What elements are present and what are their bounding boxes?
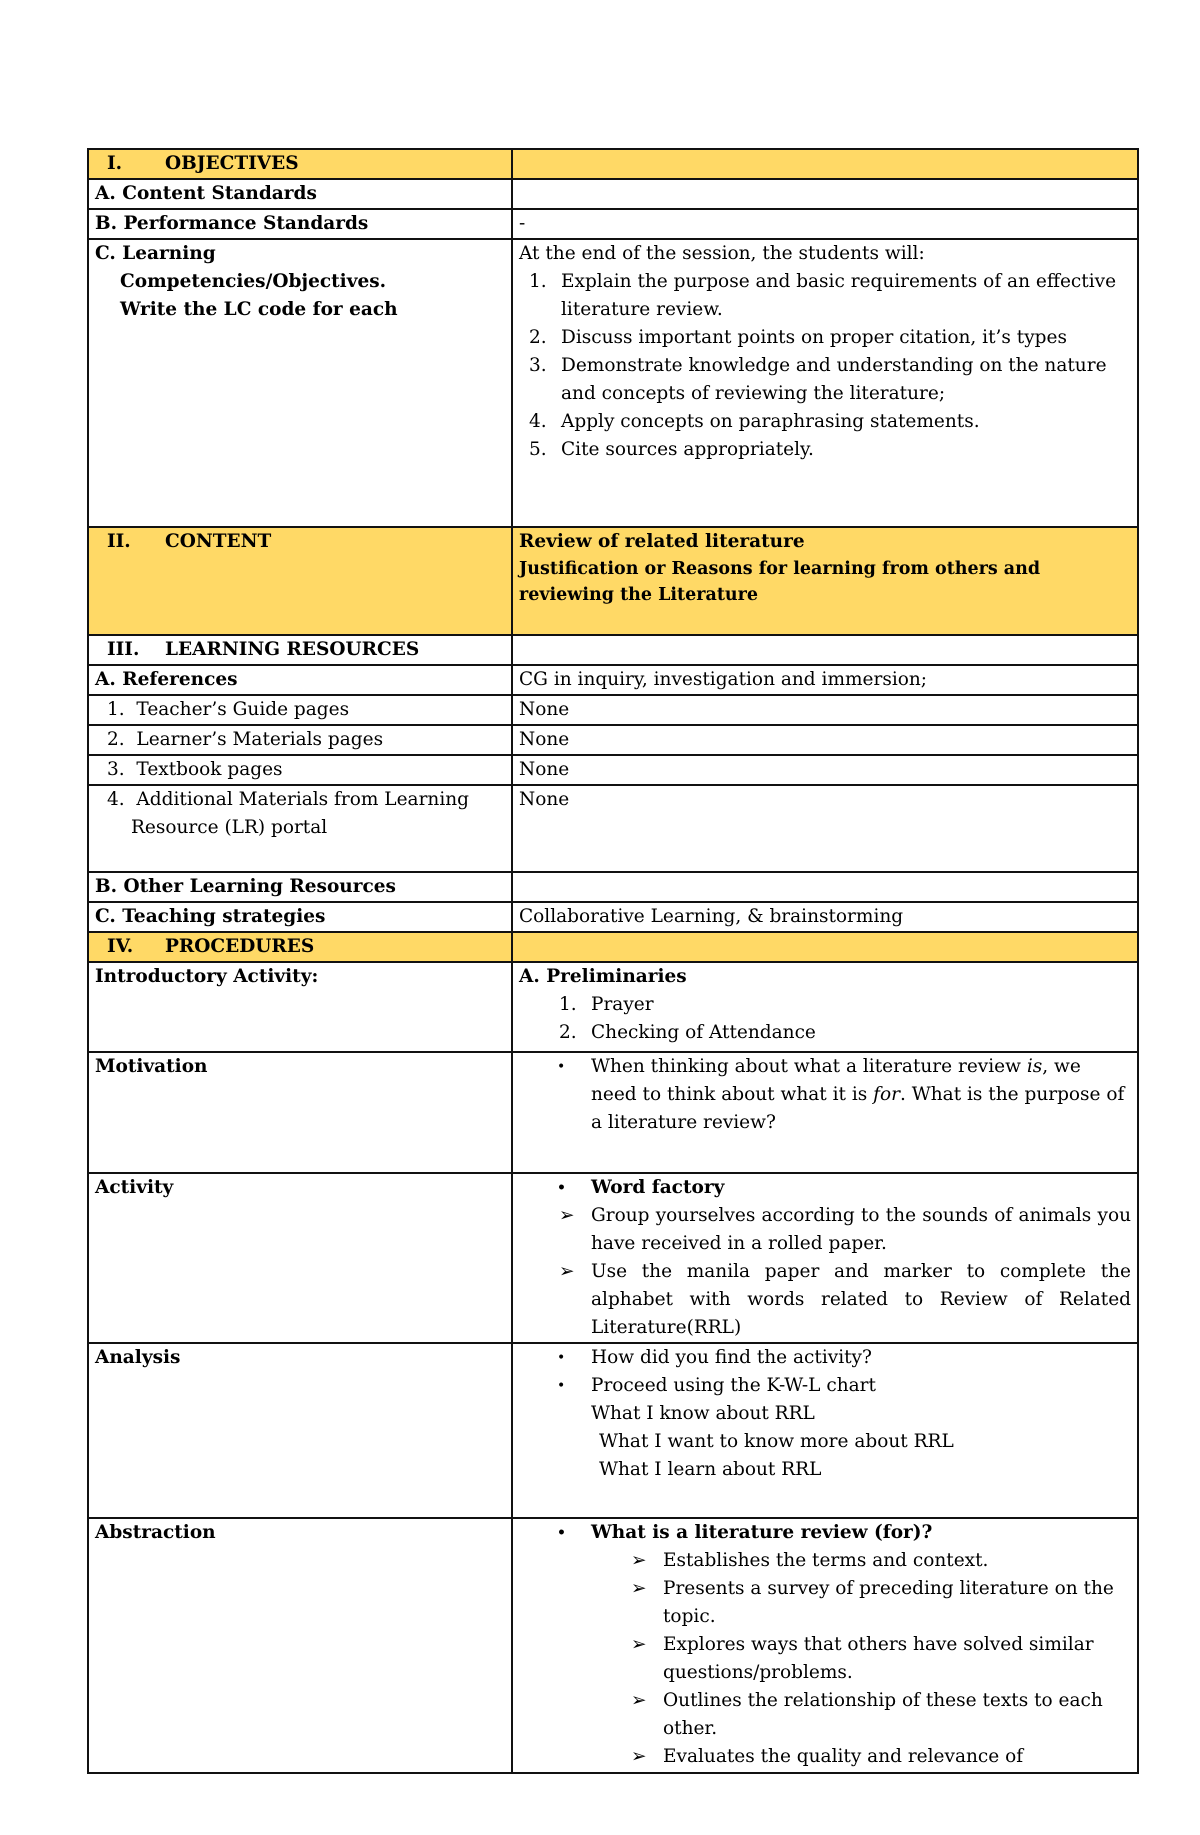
procedures-header-row xyxy=(88,932,1138,962)
arrow-bullet-icon: ➢ xyxy=(631,1578,647,1599)
objectives-header: I. OBJECTIVES xyxy=(88,149,512,179)
objectives-list xyxy=(519,268,1131,464)
section-title: OBJECTIVES xyxy=(165,153,299,174)
other-resources-row: B. Other Learning Resources xyxy=(88,872,1138,902)
content-header: II. CONTENT xyxy=(88,527,512,635)
list-item: 2. Discuss important points on proper citation, it’s types xyxy=(529,327,1067,348)
list-item: ➢ Use the manila paper and marker to complete the alphabet with words related to Review of Related Literature(RRL) xyxy=(519,1258,1131,1342)
list-item: • What is a literature review (for)? xyxy=(519,1519,1131,1547)
performance-standards-row xyxy=(88,209,1138,239)
section-title: LEARNING RESOURCES xyxy=(165,639,420,660)
activity-row: Activity • Word factory ➢ Group yourselves according to the sounds of animals you have received in a rolled paper. ➢ Use the manila paper and marker to complete the alphabet with words related to Review of Related Literature(RRL) xyxy=(88,1173,1138,1343)
list-item: 3. Demonstrate knowledge and understanding on the nature and concepts of reviewing the literature; xyxy=(529,355,1107,404)
list-item: ➢ Outlines the relationship of these texts to each other. xyxy=(519,1687,1131,1743)
motivation-row: Motivation • When thinking about what a literature review is, we need to think about what it is for. What is the purpose of a literature review? xyxy=(88,1052,1138,1173)
list-item: ➢ Group yourselves according to the sounds of animals you have received in a rolled paper. xyxy=(519,1202,1131,1258)
table-row: 2. Learner’s Materials pages None xyxy=(88,725,1138,755)
learning-resources-header: III. LEARNING RESOURCES xyxy=(88,635,512,665)
list-item: 5. Cite sources appropriately. xyxy=(529,439,814,460)
table-row: 4. Additional Materials from Learning Resource (LR) portal None xyxy=(88,785,1138,872)
list-item: ➢ Evaluates the quality and relevance of xyxy=(519,1743,1131,1771)
lesson-plan-table xyxy=(87,148,1139,1774)
objectives-header-row xyxy=(88,149,1138,179)
references-label: A. References xyxy=(88,665,512,695)
bullet-icon: • xyxy=(557,1350,566,1366)
content-value: Review of related literature Justification or Reasons for learning from others and reviewing the Literature xyxy=(512,527,1138,635)
introductory-activity-row: Introductory Activity: A. Preliminaries 1. Prayer 2. Checking of Attendance xyxy=(88,962,1138,1052)
performance-standards-value: - xyxy=(512,209,1138,239)
list-item: ➢ Explores ways that others have solved similar questions/problems. xyxy=(519,1631,1131,1687)
teaching-strategies-row: C. Teaching strategies Collaborative Learning, & brainstorming xyxy=(88,902,1138,932)
content-row xyxy=(88,527,1138,635)
arrow-bullet-icon: ➢ xyxy=(559,1205,575,1226)
content-standards-label: A. Content Standards xyxy=(88,179,512,209)
list-item: • When thinking about what a literature review is, we need to think about what it is for. What is the purpose of a literature review? xyxy=(519,1053,1131,1137)
learning-resources-header-row xyxy=(88,635,1138,665)
list-item: • Word factory xyxy=(519,1174,1131,1202)
arrow-bullet-icon: ➢ xyxy=(559,1261,575,1282)
references-row xyxy=(88,665,1138,695)
section-title: PROCEDURES xyxy=(165,936,315,957)
references-value: CG in inquiry, investigation and immersion; xyxy=(512,665,1138,695)
analysis-row: Analysis • How did you find the activity? • Proceed using the K-W-L chart What I know about RRL What I want to know more about RRL What I learn about RRL xyxy=(88,1343,1138,1518)
learning-competencies-label: C. Learning Competencies/Objectives. Write the LC code for each xyxy=(88,239,512,527)
section-title: CONTENT xyxy=(165,531,272,552)
learning-competencies-value: At the end of the session, the students will: 1. Explain the purpose and basic requirements of an effective literature review. 2. Discuss important points on proper citation, it’s types 3. Demonstrate knowledge and understanding on the nature and concepts of reviewing the literature; 4. Apply concepts on paraphrasing statements. 5. Cite sources appropriately. xyxy=(512,239,1138,527)
table-row: 3. Textbook pages None xyxy=(88,755,1138,785)
list-item: 4. Apply concepts on paraphrasing statements. xyxy=(529,411,980,432)
arrow-bullet-icon: ➢ xyxy=(631,1634,647,1655)
list-item: 1. Prayer xyxy=(559,994,654,1015)
list-item: 1. Explain the purpose and basic requirements of an effective literature review. xyxy=(529,271,1117,320)
performance-standards-label: B. Performance Standards xyxy=(88,209,512,239)
arrow-bullet-icon: ➢ xyxy=(631,1746,647,1767)
bullet-icon: • xyxy=(557,1525,566,1541)
objectives-header-value xyxy=(512,149,1138,179)
learning-competencies-row xyxy=(88,239,1138,527)
procedures-header: IV. PROCEDURES xyxy=(88,932,512,962)
list-item: ➢ Establishes the terms and context. xyxy=(519,1547,1131,1575)
content-standards-value xyxy=(512,179,1138,209)
bullet-icon: • xyxy=(557,1059,566,1075)
list-item: • How did you find the activity? xyxy=(519,1344,1131,1372)
arrow-bullet-icon: ➢ xyxy=(631,1690,647,1711)
abstraction-row: Abstraction • What is a literature review (for)? ➢ Establishes the terms and context. ➢ Presents a survey of preceding literature on the topic. ➢ Explores ways that others have solved similar questions/problems. ➢ Outlines the relationship of these texts to each other. ➢ Evaluates the quality and relevance of xyxy=(88,1518,1138,1773)
list-item: 2. Checking of Attendance xyxy=(559,1022,816,1043)
arrow-bullet-icon: ➢ xyxy=(631,1550,647,1571)
bullet-icon: • xyxy=(557,1180,566,1196)
bullet-icon: • xyxy=(557,1378,566,1394)
list-item: • Proceed using the K-W-L chart xyxy=(519,1372,1131,1400)
content-standards-row xyxy=(88,179,1138,209)
table-row: 1. Teacher’s Guide pages None xyxy=(88,695,1138,725)
list-item: ➢ Presents a survey of preceding literature on the topic. xyxy=(519,1575,1131,1631)
